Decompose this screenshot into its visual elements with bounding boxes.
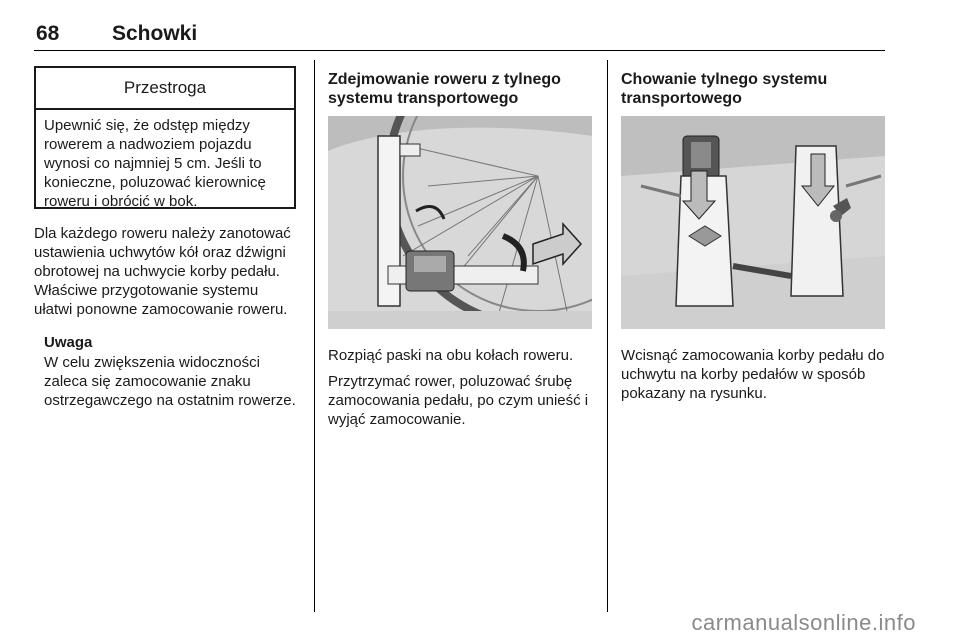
column-separator [314, 60, 315, 612]
bike-removal-illustration [328, 116, 592, 329]
page-number: 68 [36, 22, 60, 45]
caution-text: Upewnić się, że odstęp między rowerem a nadwoziem pojazdu wynosi co najmniej 5 cm. Jeśli to konieczne, poluzować kierownicę roweru i obrócić w bok. [44, 117, 266, 210]
instruction-paragraph: Przytrzymać rower, poluzować śrubę zamocowania pedału, po czym unieść i wyjąć zamocowanie. [328, 373, 589, 428]
note-label: Uwaga [44, 334, 93, 351]
header-rule [34, 50, 885, 51]
stowing-illustration [621, 116, 885, 329]
section-title: Schowki [112, 22, 198, 45]
removal-heading: Zdejmowanie roweru z tylnego systemu transportowego [328, 71, 561, 107]
caution-box [34, 66, 296, 209]
caution-title: Przestroga [36, 68, 294, 110]
stowing-heading: Chowanie tylnego systemu transportowego [621, 71, 828, 107]
watermark: carmanualsonline.info [691, 610, 916, 635]
instruction-paragraph: Rozpiąć paski na obu kołach roweru. [328, 347, 574, 364]
column-separator [607, 60, 608, 612]
note-text: W celu zwiększenia widoczności zaleca się zamocowanie znaku ostrzegawczego na ostatnim rowerze. [44, 354, 296, 409]
instruction-paragraph: Dla każdego roweru należy zanotować ustawienia uchwytów kół oraz dźwigni obrotowej na uchwycie korby pedału. Właściwe przygotowanie systemu ułatwi ponowne zamocowanie roweru. [34, 225, 291, 318]
instruction-paragraph: Wcisnąć zamocowania korby pedału do uchwytu na korby pedałów w sposób pokazany na rysunku. [621, 347, 885, 402]
